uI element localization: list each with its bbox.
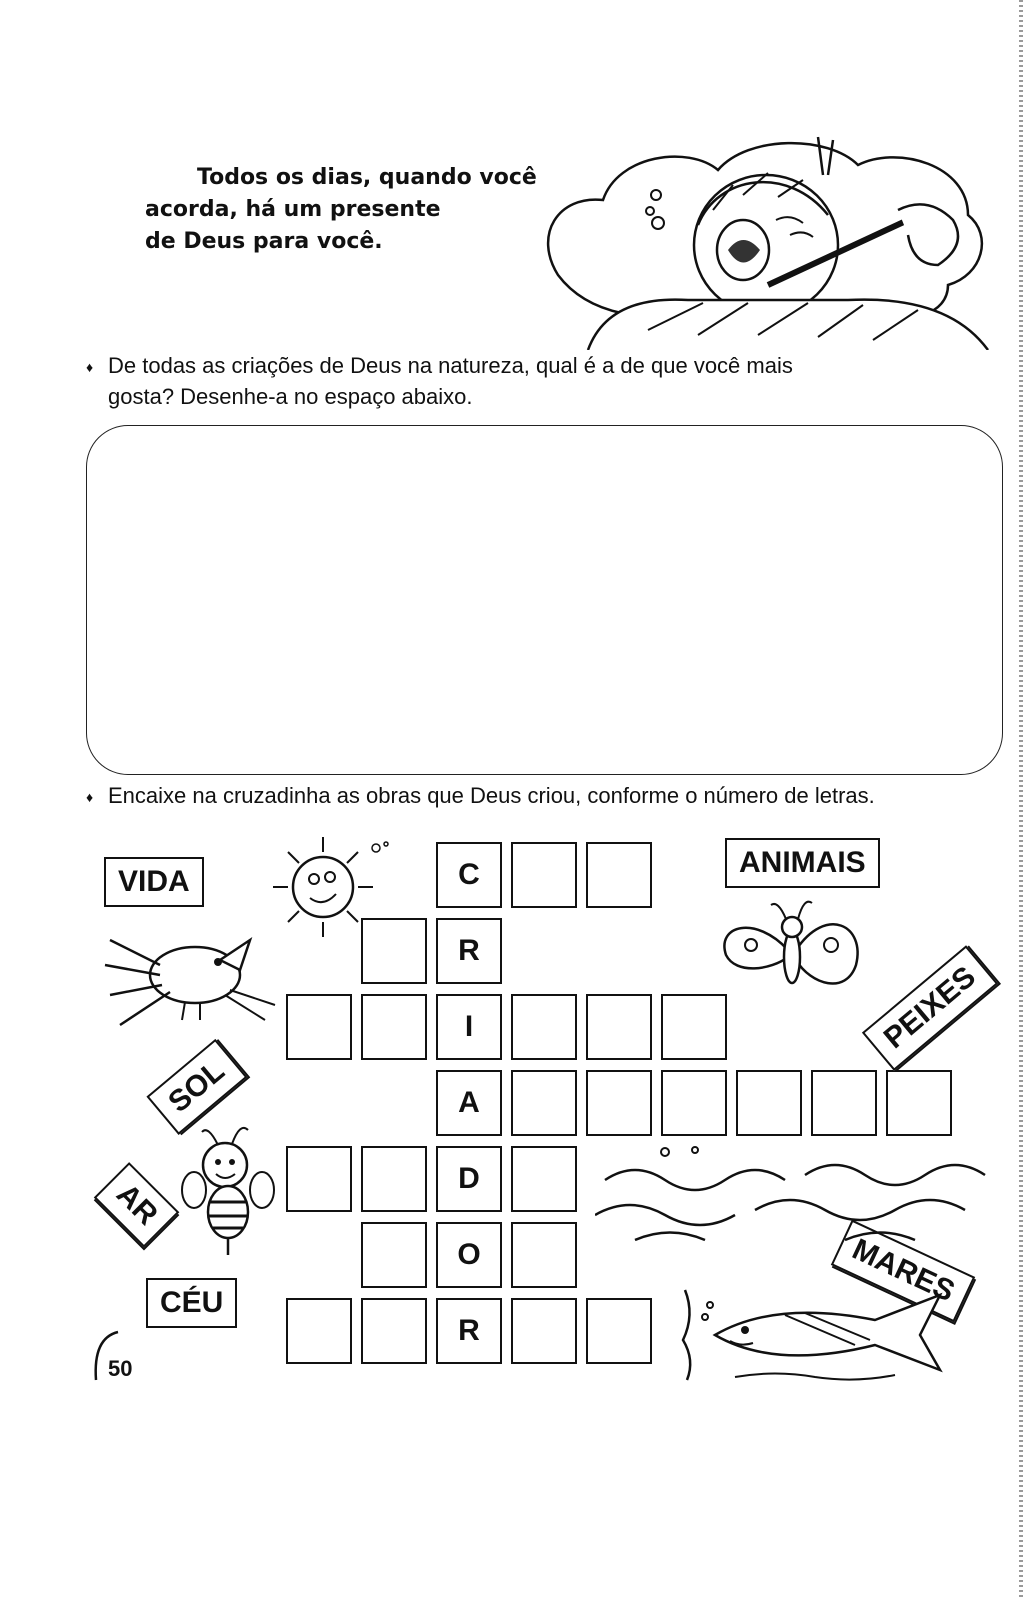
crossword-cell[interactable] — [511, 1146, 577, 1212]
crossword-instruction-text: Encaixe na cruzadinha as obras que Deus criou, conforme o número de letras. — [108, 783, 875, 808]
bee-icon — [180, 1120, 280, 1260]
crossword-cell[interactable] — [361, 994, 427, 1060]
crossword-cell — [436, 1222, 502, 1288]
crossword-cell[interactable] — [811, 1070, 877, 1136]
crossword-cell[interactable] — [586, 842, 652, 908]
crossword-letter: I — [464, 1010, 474, 1043]
intro-line-3: de Deus para você. — [145, 229, 383, 254]
crossword-cell[interactable] — [511, 842, 577, 908]
crossword-letter: A — [458, 1086, 480, 1119]
crossword-cell[interactable] — [886, 1070, 952, 1136]
bird-icon — [100, 920, 280, 1040]
crossword-letter: O — [457, 1238, 481, 1271]
word-vida: VIDA — [104, 857, 204, 907]
word-ar: AR — [94, 1162, 180, 1248]
crossword-cell[interactable] — [361, 1146, 427, 1212]
word-ceu: CÉU — [146, 1278, 237, 1328]
fish-icon — [675, 1285, 950, 1385]
crossword-cell[interactable] — [361, 1222, 427, 1288]
page-number-text: 50 — [108, 1356, 133, 1381]
crossword-letter: C — [458, 858, 480, 891]
intro-line-2: acorda, há um presente — [145, 197, 441, 222]
word-peixes: PEIXES — [862, 945, 999, 1071]
page-number — [88, 1330, 148, 1386]
crossword-cell[interactable] — [286, 994, 352, 1060]
word-animais: ANIMAIS — [725, 838, 880, 888]
crossword-cell[interactable] — [586, 1298, 652, 1364]
crossword-cell[interactable] — [586, 1070, 652, 1136]
bullet-icon: ♦ — [86, 789, 94, 806]
crossword-cell[interactable] — [511, 994, 577, 1060]
crossword-cell[interactable] — [361, 1298, 427, 1364]
butterfly-icon — [716, 895, 866, 1015]
crossword-cell[interactable] — [586, 994, 652, 1060]
crossword-cell[interactable] — [511, 1070, 577, 1136]
waves-icon — [595, 1140, 995, 1250]
crossword-cell[interactable] — [736, 1070, 802, 1136]
drawing-instruction-line-2: gosta? Desenhe-a no espaço abaixo. — [108, 384, 473, 410]
crossword-cell — [436, 1146, 502, 1212]
crossword-cell[interactable] — [511, 1222, 577, 1288]
sun-icon — [268, 832, 398, 942]
word-mares: MARES — [831, 1220, 976, 1323]
word-sol: SOL — [146, 1039, 247, 1135]
crossword-cell[interactable] — [286, 1298, 352, 1364]
crossword-letter: D — [458, 1162, 480, 1195]
drawing-instruction-line-1: De todas as criações de Deus na natureza, qual é a de que você mais — [108, 353, 793, 378]
crossword-cell[interactable] — [661, 1070, 727, 1136]
bullet-icon: ♦ — [86, 359, 94, 376]
crossword-cell[interactable] — [511, 1298, 577, 1364]
crossword-cell — [436, 994, 502, 1060]
crossword-cell — [436, 918, 502, 984]
crossword-cell — [436, 1070, 502, 1136]
crossword-letter: R — [458, 934, 480, 967]
crossword-cell[interactable] — [286, 1146, 352, 1212]
crossword-cell — [436, 1298, 502, 1364]
intro-line-1: Todos os dias, quando você — [197, 165, 537, 190]
crossword-letter: R — [458, 1314, 480, 1347]
page-edge — [1019, 0, 1023, 1600]
crossword-cell — [436, 842, 502, 908]
